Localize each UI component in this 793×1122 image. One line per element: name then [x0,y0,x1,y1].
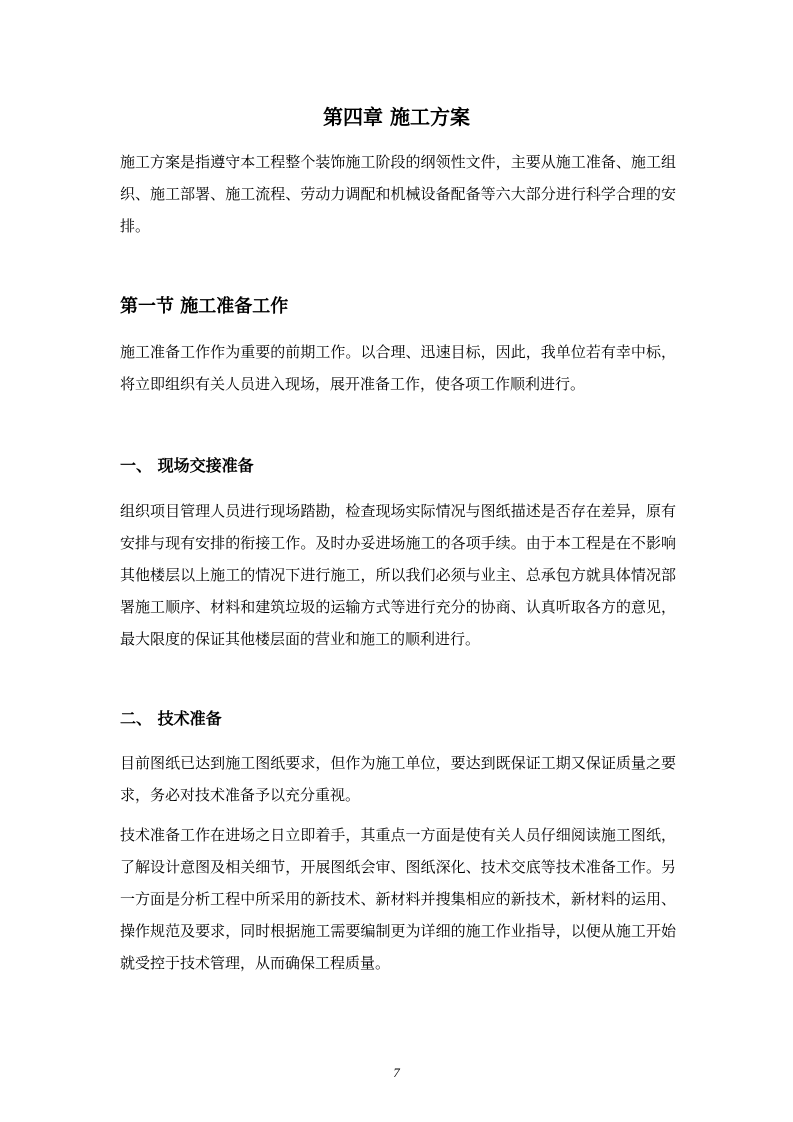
technical-prep-paragraph-1: 目前图纸已达到施工图纸要求，但作为施工单位，要达到既保证工期又保证质量之要求，务必对技术准备予以充分重视。 [120,754,676,804]
subsection-title-site-handover: 一、 现场交接准备 [120,456,254,475]
section-title: 第一节 施工准备工作 [120,296,289,317]
section-intro-paragraph: 施工准备工作作为重要的前期工作。以合理、迅速目标，因此，我单位若有幸中标，将立即组织有关人员进入现场，展开准备工作，使各项工作顺利进行。 [120,343,676,393]
chapter-title: 第四章 施工方案 [323,105,470,129]
page-number: 7 [393,1065,400,1080]
chapter-intro-paragraph: 施工方案是指遵守本工程整个装饰施工阶段的纲领性文件，主要从施工准备、施工组织、施工部署、施工流程、劳动力调配和机械设备配备等六大部分进行科学合理的安排。 [120,153,676,235]
technical-prep-paragraph-2: 技术准备工作在进场之日立即着手，其重点一方面是使有关人员仔细阅读施工图纸，了解设计意图及相关细节，开展图纸会审、图纸深化、技术交底等技术准备工作。另一方面是分析工程中所采用的新技术、新材料并搜集相应的新技术，新材料的运用、操作规范及要求，同时根据施工需要编制更为详细的施工作业指导，以便从施工开始就受控于技术管理，从而确保工程质量。 [120,826,676,972]
site-handover-paragraph: 组织项目管理人员进行现场踏勘，检查现场实际情况与图纸描述是否存在差异，原有安排与现有安排的衔接工作。及时办妥进场施工的各项手续。由于本工程是在不影响其他楼层以上施工的情况下进行施工，所以我们必须与业主、总承包方就具体情况部署施工顺序、材料和建筑垃圾的运输方式等进行充分的协商、认真听取各方的意见，最大限度的保证其他楼层面的营业和施工的顺利进行。 [120,502,676,648]
subsection-title-technical-prep: 二、 技术准备 [120,709,222,728]
